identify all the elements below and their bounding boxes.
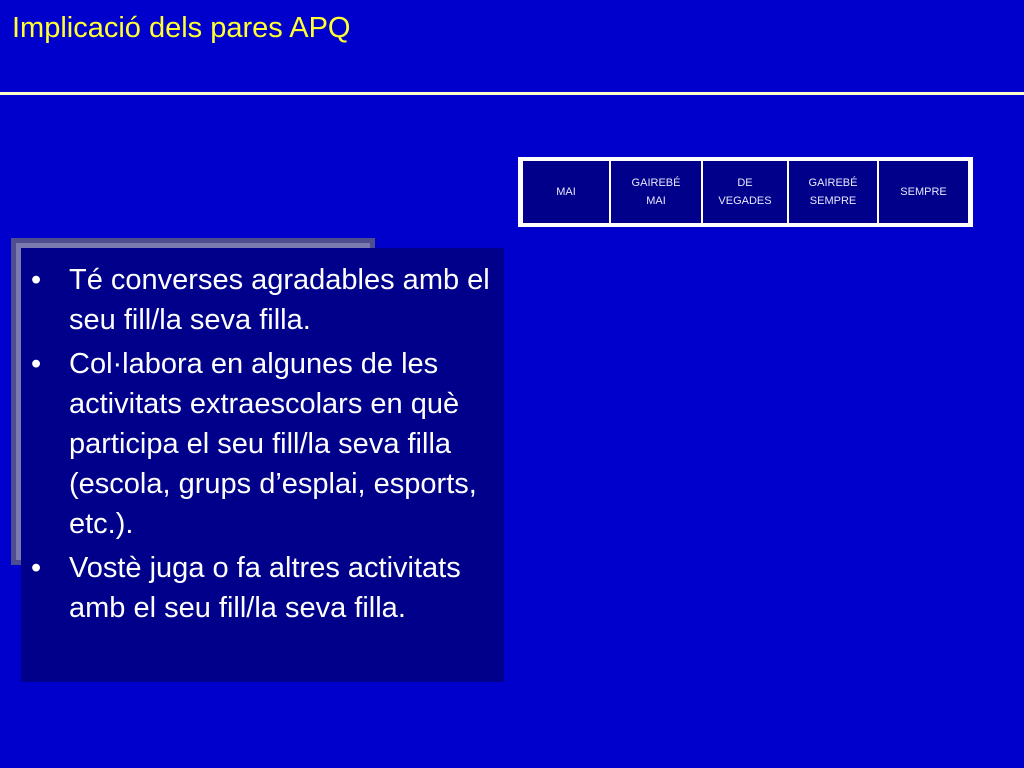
scale-option-gairebe-mai: GAIREBÉ MAI (611, 161, 701, 223)
item-text: Té converses agradables amb el seu fill/la seva filla. (69, 264, 490, 336)
scale-option-de-vegades: DE VEGADES (703, 161, 787, 223)
rating-scale-table (518, 157, 973, 227)
title-divider (0, 92, 1024, 95)
bullet-icon: • (31, 552, 42, 584)
item-list (21, 248, 504, 628)
list-item (21, 344, 504, 544)
slide-title: Implicació dels pares APQ (12, 12, 351, 44)
list-item (21, 260, 504, 340)
list-item (21, 548, 504, 628)
questionnaire-items-panel (21, 248, 504, 682)
scale-option-mai: MAI (523, 161, 609, 223)
scale-option-gairebe-sempre: GAIREBÉ SEMPRE (789, 161, 877, 223)
bullet-icon: • (31, 348, 42, 380)
scale-option-sempre: SEMPRE (879, 161, 968, 223)
bullet-icon: • (31, 264, 42, 296)
item-text: Vostè juga o fa altres activitats amb el seu fill/la seva filla. (69, 552, 461, 624)
item-text: Col·labora en algunes de les activitats extraescolars en què participa el seu fill/la seva filla (escola, grups d’esplai, esports, etc.). (69, 348, 477, 540)
